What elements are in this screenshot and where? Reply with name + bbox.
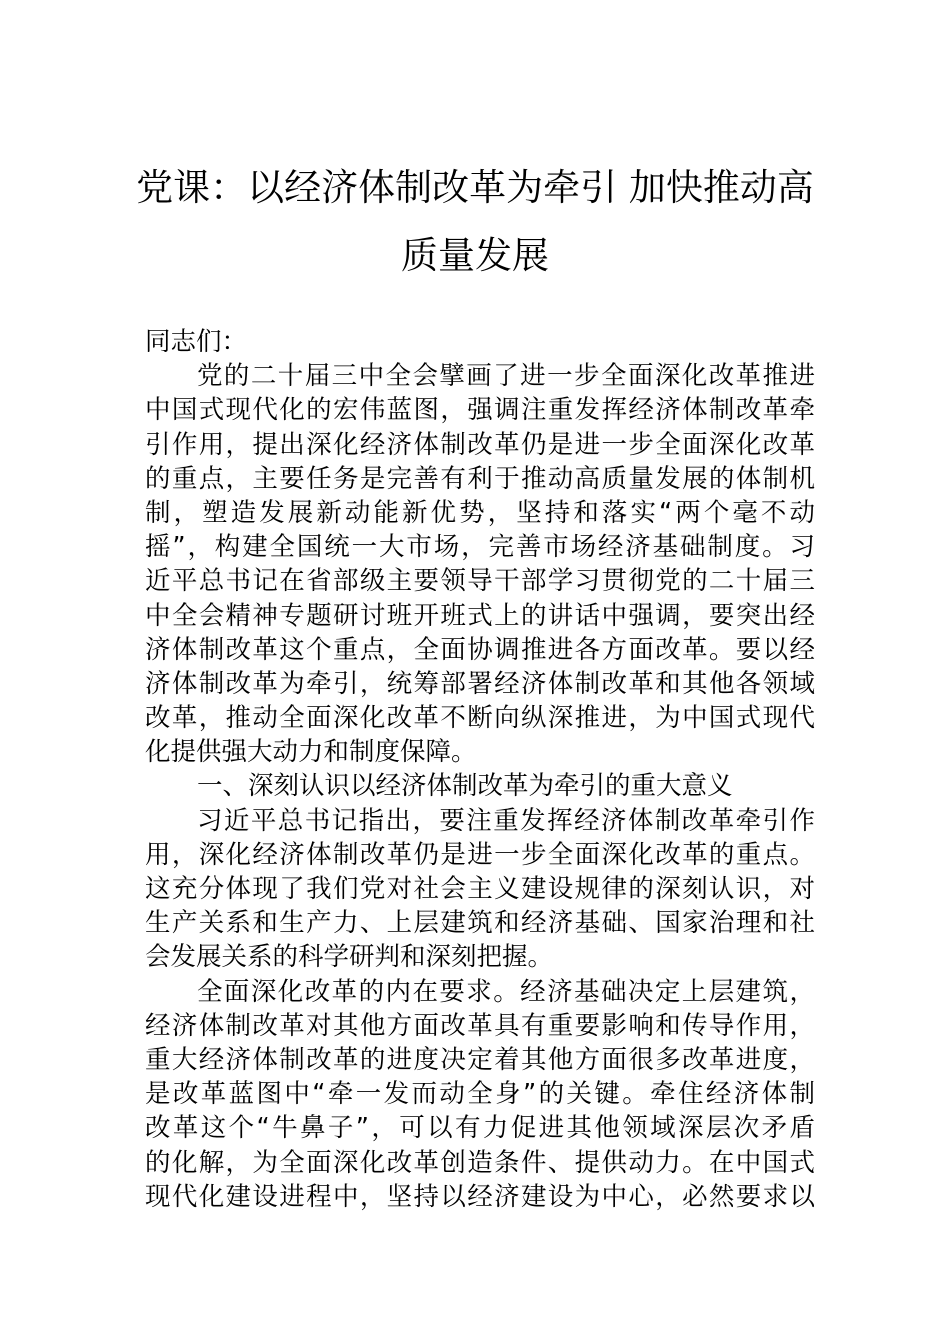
body-text-line: 这充分体现了我们党对社会主义建设规律的深刻认识，对 [145,874,815,904]
body-text-line: 济体制改革这个重点，全面协调推进各方面改革。要以经 [145,634,815,665]
body-text-line: 济体制改革为牵引，统筹部署经济体制改革和其他各领域 [145,668,815,699]
body-text-line: 重大经济体制改革的进度决定着其他方面很多改革进度， [145,1044,815,1075]
body-text-line: 的重点，主要任务是完善有利于推动高质量发展的体制机 [145,463,815,494]
document-title-line-2: 质量发展 [401,234,549,277]
document-body [145,325,815,1214]
body-text-line: 同志们： [145,327,248,357]
body-text-line: 党的二十届三中全会擘画了进一步全面深化改革推进 [197,361,815,392]
body-text-line: 经济体制改革对其他方面改革具有重要影响和传导作用， [145,1010,815,1041]
body-text-line: 全面深化改革的内在要求。经济基础决定上层建筑， [197,976,815,1007]
body-text-line: 摇”，构建全国统一大市场，完善市场经济基础制度。习 [145,532,815,563]
body-text-line: 习近平总书记指出，要注重发挥经济体制改革牵引作 [197,805,815,836]
body-text-line: 一、深刻认识以经济体制改革为牵引的重大意义 [197,771,733,802]
body-text-line: 会发展关系的科学研判和深刻把握。 [145,942,554,973]
body-text-line: 中全会精神专题研讨班开班式上的讲话中强调，要突出经 [145,600,815,631]
body-text-line: 化提供强大动力和制度保障。 [145,737,477,768]
body-text-line: 制，塑造发展新动能新优势，坚持和落实“两个毫不动 [145,497,815,528]
document-title-line-1: 党课：以经济体制改革为牵引 加快推动高 [136,166,814,209]
body-text-line: 改革这个“牛鼻子”，可以有力促进其他领域深层次矛盾 [145,1113,815,1144]
body-text-line: 改革，推动全面深化改革不断向纵深推进，为中国式现代 [145,703,815,734]
body-text-line: 引作用，提出深化经济体制改革仍是进一步全面深化改革 [145,429,815,460]
body-text-line: 用，深化经济体制改革仍是进一步全面深化改革的重点。 [145,839,815,870]
body-text-line: 现代化建设进程中，坚持以经济建设为中心，必然要求以 [145,1181,815,1212]
body-text-line: 中国式现代化的宏伟蓝图，强调注重发挥经济体制改革牵 [145,395,815,426]
body-text-line: 生产关系和生产力、上层建筑和经济基础、国家治理和社 [145,908,815,939]
body-text-line: 是改革蓝图中“牵一发而动全身”的关键。牵住经济体制 [145,1079,815,1110]
body-text-line: 的化解，为全面深化改革创造条件、提供动力。在中国式 [145,1147,815,1178]
body-text-line: 近平总书记在省部级主要领导干部学习贯彻党的二十届三 [145,566,815,597]
